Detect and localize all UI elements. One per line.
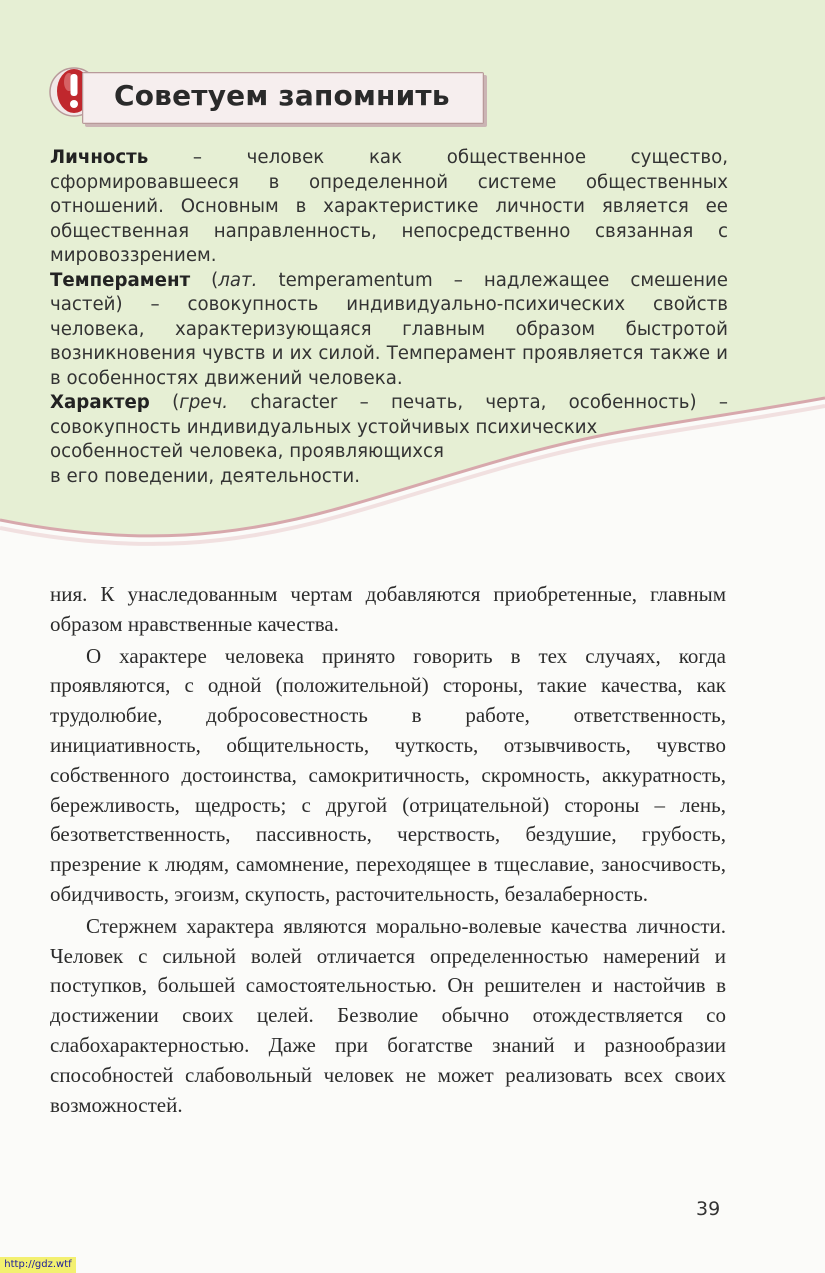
term: Характер [50,392,150,413]
definition-personality [50,146,728,269]
definition-text: character – печать, черта, особенность) – совокупность индивидуальных устойчивых психических [50,392,728,438]
definition-temperament: Темперамент (лат. temperamentum – надлежащее смешение частей) – совокупность индивидуально-психических свойств человека, характеризующаяся главным образом быстротой возникновения чувств и их силой. Темперамент проявляется также и в особенностях движений человека. [50,269,728,389]
main-text [50,580,726,1120]
language-note: лат. [218,269,258,291]
definition-character-line: особенностей человека, проявляющихся [50,441,444,462]
watermark-link[interactable]: http://gdz.wtf [0,1257,76,1273]
definitions-block [50,146,728,489]
paragraph: ния. К унаследованным чертам добавляются приобретенные, главным образом нравственные качества. [50,582,726,636]
term: Личность [50,147,149,168]
language-note: греч. [179,392,229,413]
section-title: Советуем запомнить [114,79,450,112]
term: Темперамент [50,269,191,291]
definition-text: temperamentum – надлежащее смешение частей) – совокупность индивидуально-психических свойств человека, характеризующаяся главным образом быстротой возникновения чувств и их силой. Темперамент проявляется также и в особенностях движений человека. [50,269,728,389]
paragraph: Стержнем характера являются морально-волевые качества личности. Человек с сильной волей отличается определенностью намерений и поступков, большей самостоятельностью. Он решителен и настойчив в достижении своих целей. Безволие обычно отождествляется со слабохарактерностью. Даже при богатстве знаний и разнообразии способностей слабовольный человек не может реализовать всех своих возможностей. [50,913,726,1117]
definition-character-line: в его поведении, деятельности. [50,465,360,487]
paragraph: О характере человека принято говорить в тех случаях, когда проявляются, с одной (положительной) стороны, такие качества, как трудолюбие, добросовестность в работе, ответственность, инициативность, общительность, чуткость, отзывчивость, чувство собственного достоинства, самокритичность, скромность, аккуратность, бережливость, щедрость; с другой (отрицательной) стороны – лень, безответственность, пассивность, черствость, бездушие, грубость, презрение к людям, самомнение, переходящее в тщеславие, заносчивость, обидчивость, эгоизм, скупость, расточительность, безалаберность. [50,643,726,906]
definition-character: Характер (греч. character – печать, черта, особенность) – совокупность индивидуальных устойчивых психических [50,392,728,438]
page-number: 39 [696,1198,721,1220]
definition-text: – человек как общественное существо, сформировавшееся в определенной системе общественных отношений. Основным в характеристике личности является ее общественная направленность, непосредственно связанная с мировоззрением. [50,147,728,266]
